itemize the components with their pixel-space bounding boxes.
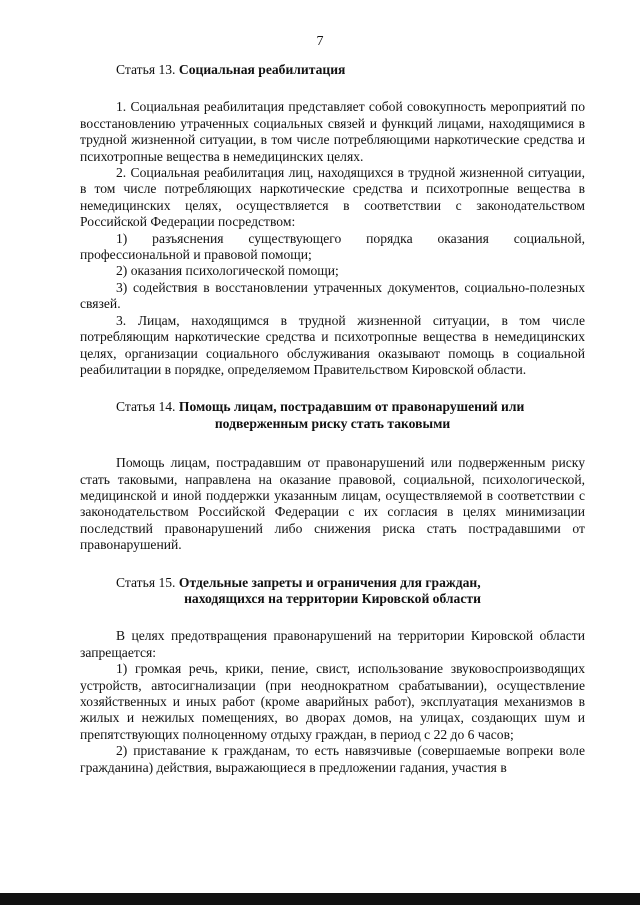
article-14-paragraph: Помощь лицам, пострадавшим от правонарушений или подверженным риску стать таковыми, направлена на оказание правовой, социальной, психологической, медицинской и иной поддержки указанным лицам, осуществляемой в соответствии с законодательством Российской Федерации с их согласия в целях минимизации последствий правонарушений либо снижения риска стать пострадавшими от правонарушений. <box>80 455 585 553</box>
article-13-title: Социальная реабилитация <box>178 62 346 77</box>
article-14-heading-cont <box>80 416 585 432</box>
scan-bottom-border <box>0 893 640 905</box>
article-15-paragraph: 1) громкая речь, крики, пение, свист, использование звуковоспроизводящих устройств, автосигнализации (при неоднократном срабатывании), осуществление хозяйственных и иных работ (кроме аварийных работ), эксплуатация механизмов в жилых и нежилых помещениях, во дворах домов, на улицах, создающих шум и препятствующих полноценному отдыху граждан, в период с 22 до 6 часов; <box>80 661 585 742</box>
article-14-title-line2: подверженным риску стать таковыми <box>214 415 451 431</box>
article-15-paragraph: 2) приставание к гражданам, то есть навязчивые (совершаемые вопреки воле гражданина) действия, выражающиеся в предложении гадания, участия в <box>80 743 585 775</box>
article-13-label: Статья 13. <box>116 62 176 77</box>
article-14-title-line1: Помощь лицам, пострадавшим от правонарушений или <box>178 399 525 415</box>
article-15-title-line1: Отдельные запреты и ограничения для граждан, <box>178 574 481 590</box>
article-13-heading <box>80 62 585 78</box>
article-13-paragraph: 1) разъяснения существующего порядка оказания социальной, профессиональной и правовой помощи; <box>80 230 585 263</box>
document-body <box>80 62 585 776</box>
article-15-title-line2: находящихся на территории Кировской области <box>184 590 481 606</box>
article-15-heading-cont <box>80 591 585 607</box>
article-15-label: Статья 15. <box>116 574 176 590</box>
article-15-paragraph: В целях предотвращения правонарушений на территории Кировской области запрещается: <box>80 628 585 660</box>
article-13-paragraph: 3. Лицам, находящимся в трудной жизненной ситуации, в том числе потребляющим наркотические средства и психотропные вещества в немедицинских целях, организации социального обслуживания оказывают помощь в социальной реабилитации в порядке, определяемом Правительством Кировской области. <box>80 312 585 377</box>
article-13-paragraph: 2) оказания психологической помощи; <box>116 263 339 279</box>
article-14-heading <box>80 399 585 415</box>
article-15-heading <box>80 575 585 591</box>
article-13-paragraph: 3) содействия в восстановлении утраченных документов, социально-полезных связей. <box>80 279 585 312</box>
article-13-paragraph: 2. Социальная реабилитация лиц, находящихся в трудной жизненной ситуации, в том числе потребляющих наркотические средства и психотропные вещества в немедицинских целях, осуществляется в соответствии с законодательством Российской Федерации посредством: <box>80 165 585 230</box>
page-number: 7 <box>316 34 324 49</box>
article-13-paragraph: 1. Социальная реабилитация представляет собой совокупность мероприятий по восстановлению утраченных социальных связей и функций лицами, находящимися в трудной жизненной ситуации, в том числе потребляющими наркотические средства и психотропные вещества в немедицинских целях. <box>80 99 585 164</box>
article-14-label: Статья 14. <box>116 399 176 415</box>
